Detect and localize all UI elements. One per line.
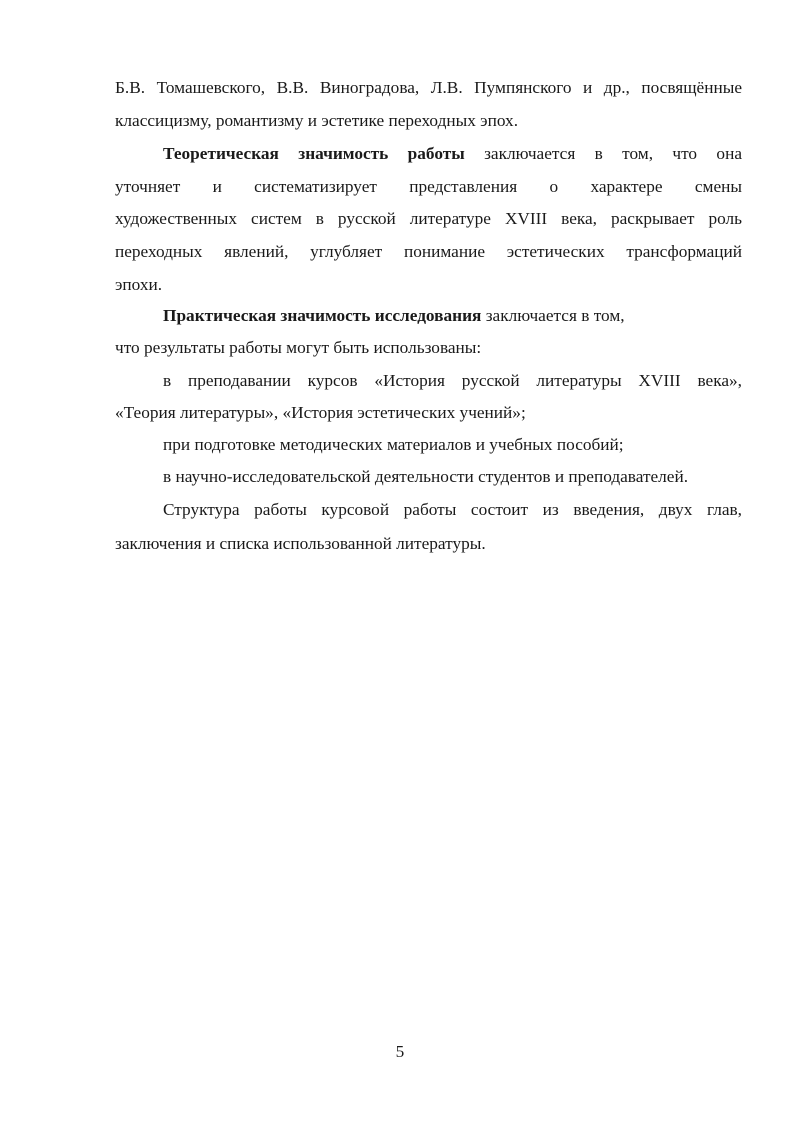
paragraph-text: заключается в том, что она (464, 144, 742, 163)
practical-significance-heading: Практическая значимость исследования (163, 306, 482, 325)
paragraph-line: эпохи. (115, 275, 163, 294)
practical-significance-line (163, 305, 742, 327)
list-item: при подготовке методических материалов и учебных пособий; (163, 435, 624, 454)
paragraph-line: Структура работы курсовой работы состоит из введения, двух глав, (163, 500, 742, 519)
paragraph-line: классицизму, романтизму и эстетике переходных эпох. (115, 111, 519, 130)
paragraph-text: заключается в том, (481, 306, 625, 325)
theoretical-significance-heading: Теоретическая значимость работы (163, 144, 465, 163)
list-item: в преподавании курсов «История русской литературы XVIII века», (163, 371, 742, 390)
paragraph-line: Б.В. Томашевского, В.В. Виноградова, Л.В. Пумпянского и др., посвящённые (115, 78, 742, 97)
list-item-continuation: «Теория литературы», «История эстетических учений»; (115, 403, 526, 422)
paragraph-line: заключения и списка использованной литературы. (115, 534, 486, 553)
page-number: 5 (395, 1042, 405, 1061)
list-item: в научно-исследовательской деятельности студентов и преподавателей. (163, 467, 689, 486)
paragraph-line: художественных систем в русской литературе XVIII века, раскрывает роль (115, 209, 742, 228)
paragraph-line: что результаты работы могут быть использованы: (115, 338, 482, 357)
theoretical-significance-line (163, 143, 742, 165)
paragraph-line: уточняет и систематизирует представления о характере смены (115, 177, 742, 196)
paragraph-line: переходных явлений, углубляет понимание эстетических трансформаций (115, 242, 742, 261)
